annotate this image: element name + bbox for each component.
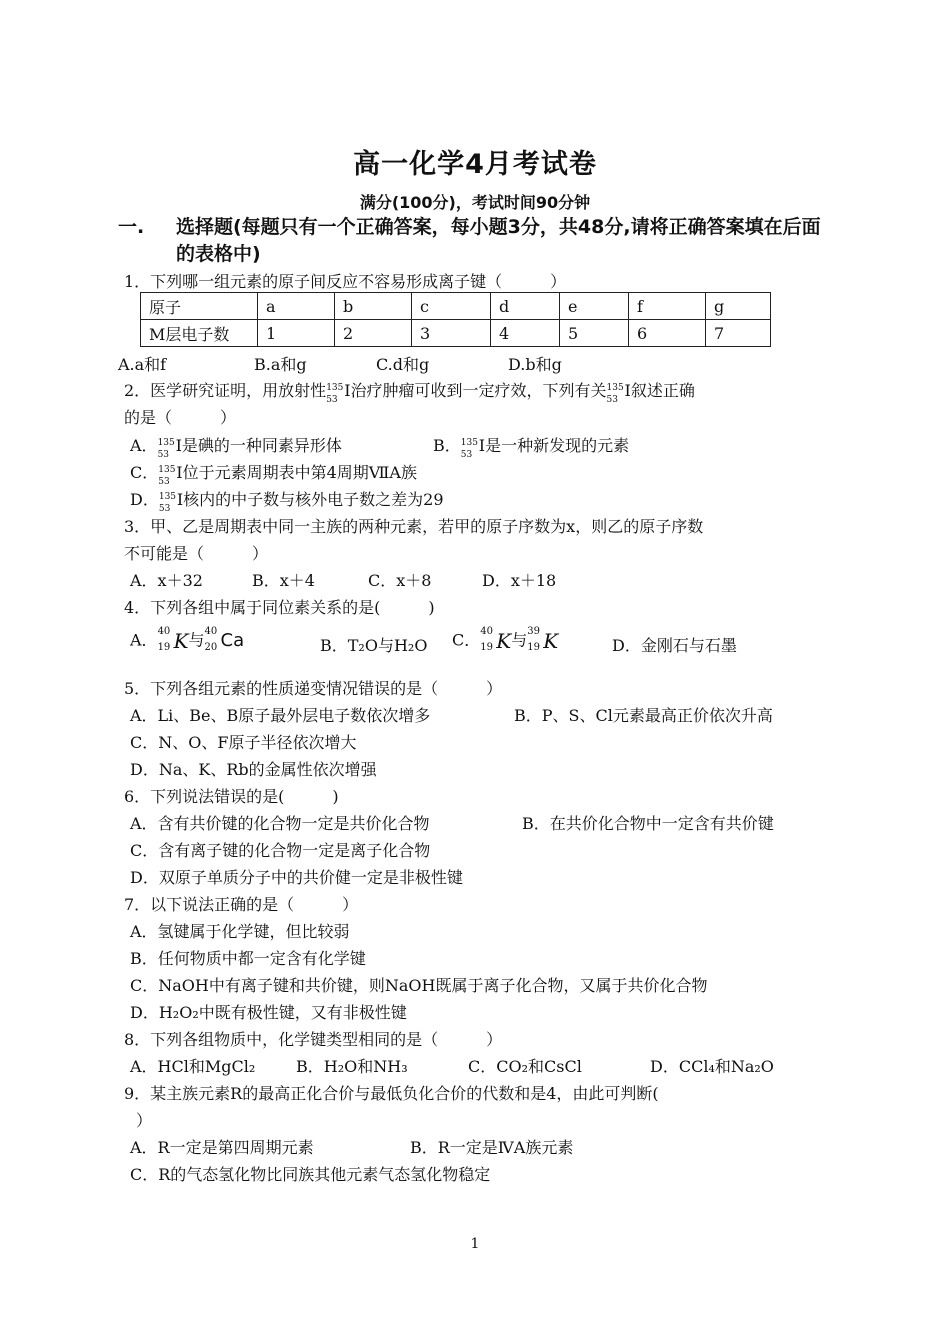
table-cell: c [412,293,491,320]
page-number: 1 [470,1236,480,1252]
q8-option-d: D．CCl₄和Na₂O [650,1057,774,1076]
q6-option-b: B．在共价化合物中一定含有共价键 [522,814,774,833]
page-title: 高一化学4月考试卷 [353,149,597,180]
q1-stem: 1．下列哪一组元素的原子间反应不容易形成离子键（ ） [124,272,567,291]
q2-stem-part: 2．医学研究证明，用放射性 [124,381,327,400]
table-row [141,320,771,347]
q8-stem: 8．下列各组物质中，化学键类型相同的是（ ） [124,1030,503,1049]
q9-option-c: C．R的气态氢化物比同族其他元素气态氢化物稳定 [130,1165,491,1184]
iodine-isotope-symbol: 135 53 [326,382,344,405]
iodine-isotope-symbol: 135 53 [158,464,176,487]
iodine-isotope-symbol: 135 53 [606,382,624,405]
table-cell: 4 [491,320,560,347]
q6-option-d: D．双原子单质分子中的共价健一定是非极性键 [130,868,463,887]
q3-option-b: B．x＋4 [252,571,315,590]
q2-stem-line2: 的是（ ） [124,408,237,427]
page-subtitle: 满分(100分)，考试时间90分钟 [359,193,591,212]
q5-option-c: C．N、O、F原子半径依次增大 [130,733,357,752]
section-number: 一. [118,216,145,238]
table-cell: a [258,293,335,320]
q2-stem-part: I治疗肿瘤可收到一定疗效，下列有关 [344,381,607,400]
q3-option-a: A．x＋32 [130,571,203,590]
table-cell: g [706,293,771,320]
q4-option-a: A． 40 19 K与 40 20 Ca [130,626,245,653]
table-cell: b [335,293,412,320]
q2-stem-part: I叙述正确 [624,381,695,400]
q6-option-a: A．含有共价键的化合物一定是共价化合物 [130,814,430,833]
q8-option-a: A．HCl和MgCl₂ [130,1057,256,1076]
q5-option-d: D．Na、K、Rb的金属性依次增强 [130,760,377,779]
iodine-isotope-symbol: 135 53 [460,437,478,460]
q2-option-b: B． 135 53 I是一种新发现的元素 [433,436,630,460]
potassium-isotope-symbol: 40 19 [157,626,171,653]
table-cell: 2 [335,320,412,347]
q8-option-c: C．CO₂和CsCl [468,1057,582,1076]
q7-option-a: A．氢键属于化学键，但比较弱 [130,922,350,941]
table-cell: 7 [706,320,771,347]
q4-option-d: D．金刚石与石墨 [612,636,737,655]
table-cell: 1 [258,320,335,347]
q1-option-d: D.b和g [508,355,562,374]
q6-option-c: C．含有离子键的化合物一定是离子化合物 [130,841,431,860]
table-cell: 5 [560,320,629,347]
q3-option-c: C．x＋8 [368,571,432,590]
q2-option-a: A． 135 53 I是碘的一种同素异形体 [130,436,342,460]
q7-option-c: C．NaOH中有离子键和共价键，则NaOH既属于离子化合物，又属于共价化合物 [130,976,708,995]
potassium-isotope-symbol: 39 19 [527,626,540,653]
iodine-isotope-symbol: 135 53 [158,491,177,514]
q4-stem: 4．下列各组中属于同位素关系的是( ) [124,598,435,617]
table-cell: f [629,293,706,320]
q1-option-a: A.a和f [118,355,167,374]
table-cell: 原子 [141,293,258,320]
iodine-isotope-symbol: 135 53 [157,437,175,460]
q9-option-b: B．R一定是ⅣA族元素 [410,1138,574,1157]
potassium-isotope-symbol: 40 19 [480,626,493,653]
q7-stem: 7．以下说法正确的是（ ） [124,895,359,914]
q9-option-a: A．R一定是第四周期元素 [130,1138,314,1157]
section-text: 选择题(每题只有一个正确答案，每小题3分，共48分,请将正确答案填在后面的表格中) [176,216,821,265]
q9-stem-line2: ） [136,1111,153,1130]
q2-option-d: D． 135 53 I核内的中子数与核外电子数之差为29 [130,490,444,514]
table-cell: M层电子数 [141,320,258,347]
q4-option-c: C． 40 19 K与 39 19 K [452,626,559,653]
table-cell: 3 [412,320,491,347]
q8-option-b: B．H₂O和NH₃ [296,1057,408,1076]
electron-table [140,292,771,347]
q7-option-d: D．H₂O₂中既有极性键，又有非极性键 [130,1003,407,1022]
q4-option-b: B．T₂O与H₂O [320,636,428,655]
q1-option-b: B.a和g [254,355,307,374]
q6-stem: 6．下列说法错误的是( ) [124,787,339,806]
q2-stem [124,381,695,405]
q2-option-c: C． 135 53 I位于元素周期表中第4周期ⅦA族 [130,463,417,487]
q5-option-b: B．P、S、Cl元素最高正价依次升高 [514,706,773,725]
calcium-isotope-symbol: 40 20 [204,626,218,653]
q3-option-d: D．x＋18 [482,571,557,590]
table-cell: d [491,293,560,320]
q5-option-a: A．Li、Be、B原子最外层电子数依次增多 [130,706,431,725]
q1-option-c: C.d和g [376,355,430,374]
table-cell: 6 [629,320,706,347]
q3-stem-line2: 不可能是（ ） [124,544,269,563]
table-row [141,293,771,320]
q3-stem: 3．甲、乙是周期表中同一主族的两种元素，若甲的原子序数为x，则乙的原子序数 [124,517,704,536]
q9-stem: 9．某主族元素R的最高正化合价与最低负化合价的代数和是4，由此可判断( [124,1084,659,1103]
table-cell: e [560,293,629,320]
q5-stem: 5．下列各组元素的性质递变情况错误的是（ ） [124,679,503,698]
q7-option-b: B．任何物质中都一定含有化学键 [130,949,366,968]
